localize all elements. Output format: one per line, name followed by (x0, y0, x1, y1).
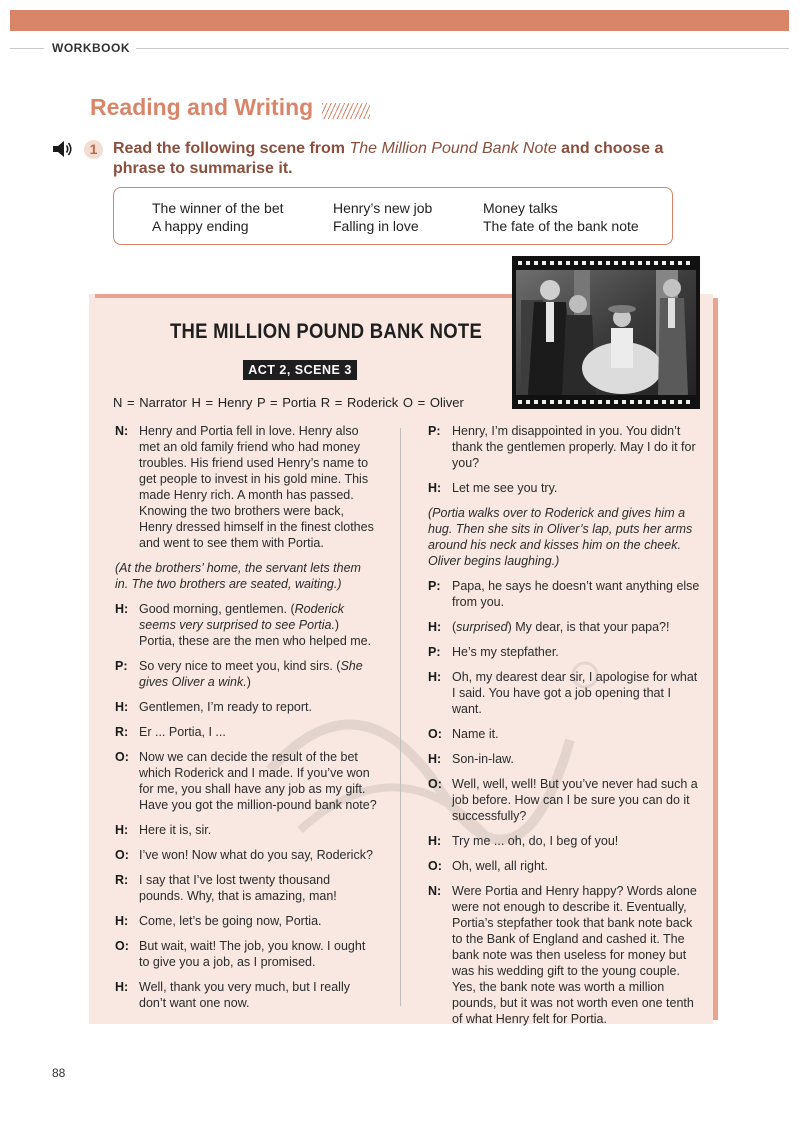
dialogue-text (139, 601, 377, 649)
dialogue-fragment: Henry, I’m disappointed in you. You didn’t thank the gentlemen properly. May I do it for you? (452, 424, 696, 470)
dialogue-fragment: Try me ... oh, do, I beg of you! (452, 834, 619, 848)
dialogue-fragment: ) My dear, is that your papa?! (507, 620, 670, 634)
speaker-tag: O: (428, 727, 442, 741)
dialogue-fragment: Here it is, sir. (139, 823, 212, 837)
dialogue-text (452, 858, 704, 874)
dialogue-line (428, 858, 704, 874)
speaker-tag: H: (115, 914, 129, 928)
dialogue-line (428, 480, 704, 496)
stage-direction (115, 560, 377, 592)
speaker-tag: O: (115, 939, 129, 953)
title-hatch-decoration (322, 103, 370, 119)
option-6: The fate of the bank note (483, 218, 639, 234)
dialogue-text (139, 938, 377, 970)
speaker-tag: P: (115, 659, 128, 673)
dialogue-line (428, 776, 704, 824)
dialogue-fragment: Come, let’s be going now, Portia. (139, 914, 322, 928)
speaker-tag: H: (428, 834, 442, 848)
dialogue-line (428, 644, 704, 660)
dialogue-line (428, 883, 704, 1027)
dialogue-fragment: Well, well, well! But you’ve never had such a job before. How can I be sure you can do it successfully? (452, 777, 698, 823)
speaker-tag: R: (115, 725, 129, 739)
dialogue-line (115, 913, 377, 929)
speaker-tag: H: (428, 670, 442, 684)
dialogue-text (452, 669, 704, 717)
dialogue-fragment: I’ve won! Now what do you say, Roderick? (139, 848, 373, 862)
dialogue-text (452, 751, 704, 767)
dialogue-text (452, 423, 704, 471)
question-instruction: Read the following scene from The Million Pound Bank Note and choose a phrase to summarise it. (113, 140, 664, 177)
speaker-tag: P: (428, 424, 441, 438)
dialogue-fragment: Well, thank you very much, but I really don’t want one now. (139, 980, 350, 1010)
header-rule-left (10, 48, 44, 49)
speaker-tag: O: (428, 859, 442, 873)
dialogue-text (139, 724, 377, 740)
dialogue-text (452, 644, 704, 660)
inline-stage-direction: surprised (456, 620, 508, 634)
audio-speaker-icon[interactable] (52, 140, 74, 158)
act-scene-badge: ACT 2, SCENE 3 (243, 360, 357, 380)
speaker-tag: H: (115, 602, 129, 616)
option-2: Henry’s new job (333, 200, 433, 216)
speaker-tag: O: (115, 750, 129, 764)
dialogue-fragment: ) (246, 675, 251, 689)
dialogue-text (452, 726, 704, 742)
dialogue-fragment: Son-in-law. (452, 752, 514, 766)
dialogue-text (452, 883, 704, 1027)
workbook-label: WORKBOOK (52, 41, 130, 55)
section-title: Reading and Writing (90, 94, 314, 120)
dialogue-fragment: So very nice to meet you, kind sirs. ( (139, 659, 341, 673)
speaker-tag: P: (428, 579, 441, 593)
dialogue-text (452, 776, 704, 824)
dialogue-line (115, 979, 377, 1011)
film-perforations-top (518, 261, 694, 265)
dialogue-line (115, 699, 377, 715)
dialogue-line (428, 423, 704, 471)
dialogue-line (428, 751, 704, 767)
script-right-column (428, 423, 704, 1036)
dialogue-fragment: Er ... Portia, I ... (139, 725, 226, 739)
character-legend: N = Narrator H = Henry P = Portia R = Roderick O = Oliver (113, 395, 464, 410)
option-1: The winner of the bet (152, 200, 284, 216)
play-panel-top-edge (95, 294, 515, 298)
dialogue-text (139, 913, 377, 929)
dialogue-fragment: ) Portia, these are the men who helped me. (139, 618, 372, 648)
top-color-bar (10, 10, 789, 31)
dialogue-text (139, 872, 377, 904)
dialogue-fragment: Henry and Portia fell in love. Henry also met an old family friend who had money troubles. His friend used Henry’s name to get people to invest in his gold mine. This made Henry rich. A month has passed. Knowing the two brothers were back, Henry dressed himself in the finest clothes and went to see them with Portia. (139, 424, 374, 550)
dialogue-text (139, 423, 377, 551)
dialogue-line (115, 822, 377, 838)
speaker-tag: H: (115, 700, 129, 714)
speaker-tag: H: (428, 481, 442, 495)
header-rule-right (136, 48, 789, 49)
dialogue-line (428, 619, 704, 635)
dialogue-fragment: Name it. (452, 727, 499, 741)
dialogue-fragment: I say that I’ve lost twenty thousand pounds. Why, that is amazing, man! (139, 873, 337, 903)
speaker-tag: N: (115, 424, 129, 438)
play-title: THE MILLION POUND BANK NOTE (170, 320, 483, 343)
dialogue-text (452, 480, 704, 496)
dialogue-line (115, 938, 377, 970)
dialogue-text (139, 822, 377, 838)
dialogue-fragment: He’s my stepfather. (452, 645, 559, 659)
stage-direction (428, 505, 704, 569)
question-number: 1 (84, 140, 103, 159)
inline-stage-direction: She gives Oliver a wink. (139, 659, 363, 689)
speaker-tag: N: (428, 884, 442, 898)
dialogue-line (428, 726, 704, 742)
dialogue-text (452, 833, 704, 849)
speaker-tag: H: (115, 980, 129, 994)
film-perforations-bottom (518, 400, 694, 404)
dialogue-line (428, 833, 704, 849)
dialogue-fragment: Were Portia and Henry happy? Words alone were not enough to describe it. Eventually, Portia’s stepfather took that bank note back to the Bank of England and cashed it. The bank note was then useless for money but was his wedding gift to the young couple. Yes, the bank note was worth a million pounds, but it was not worth even one tenth of what Henry felt for Portia. (452, 884, 697, 1026)
dialogue-line (115, 601, 377, 649)
option-4: A happy ending (152, 218, 249, 234)
dialogue-text (139, 847, 377, 863)
dialogue-line (115, 847, 377, 863)
speaker-tag: R: (115, 873, 129, 887)
speaker-tag: O: (115, 848, 129, 862)
dialogue-text (452, 578, 704, 610)
film-still-photo (512, 256, 700, 409)
dialogue-text (139, 699, 377, 715)
option-5: Falling in love (333, 218, 419, 234)
dialogue-fragment: Oh, my dearest dear sir, I apologise for what I said. You have got a job opening that I want. (452, 670, 698, 716)
dialogue-text (139, 749, 377, 813)
dialogue-line (115, 749, 377, 813)
dialogue-line (115, 872, 377, 904)
summary-options-box (113, 187, 673, 245)
option-3: Money talks (483, 200, 558, 216)
dialogue-fragment: Now we can decide the result of the bet which Roderick and I made. If you’ve won for me, you shall have any job as my gift. Have you got the million-pound bank note? (139, 750, 377, 812)
film-scene-image (516, 270, 696, 395)
inline-stage-direction: Roderick seems very surprised to see Portia. (139, 602, 344, 632)
dialogue-fragment: ( (452, 620, 457, 634)
dialogue-fragment: Let me see you try. (452, 481, 558, 495)
dialogue-line (428, 578, 704, 610)
stage-direction-text: (At the brothers’ home, the servant lets them in. The two brothers are seated, waiting.) (115, 561, 361, 591)
dialogue-fragment: Good morning, gentlemen. ( (139, 602, 295, 616)
dialogue-text (139, 979, 377, 1011)
speaker-tag: H: (115, 823, 129, 837)
dialogue-line (115, 658, 377, 690)
column-divider (400, 428, 401, 1006)
dialogue-fragment: Oh, well, all right. (452, 859, 548, 873)
dialogue-text (452, 619, 704, 635)
book-title: The Million Pound Bank Note (349, 140, 557, 157)
page-number: 88 (52, 1066, 66, 1080)
speaker-tag: P: (428, 645, 441, 659)
dialogue-line (115, 423, 377, 551)
dialogue-line (428, 669, 704, 717)
dialogue-fragment: Gentlemen, I’m ready to report. (139, 700, 312, 714)
stage-direction-text: (Portia walks over to Roderick and gives him a hug. Then she sits in Oliver’s lap, puts her arms around his neck and kisses him on the cheek. Oliver begins laughing.) (428, 506, 693, 568)
speaker-tag: O: (428, 777, 442, 791)
dialogue-fragment: But wait, wait! The job, you know. I ought to give you a job, as I promised. (139, 939, 366, 969)
dialogue-text (139, 658, 377, 690)
script-left-column (115, 423, 377, 1020)
dialogue-line (115, 724, 377, 740)
speaker-tag: H: (428, 752, 442, 766)
speaker-tag: H: (428, 620, 442, 634)
dialogue-fragment: Papa, he says he doesn’t want anything else from you. (452, 579, 700, 609)
